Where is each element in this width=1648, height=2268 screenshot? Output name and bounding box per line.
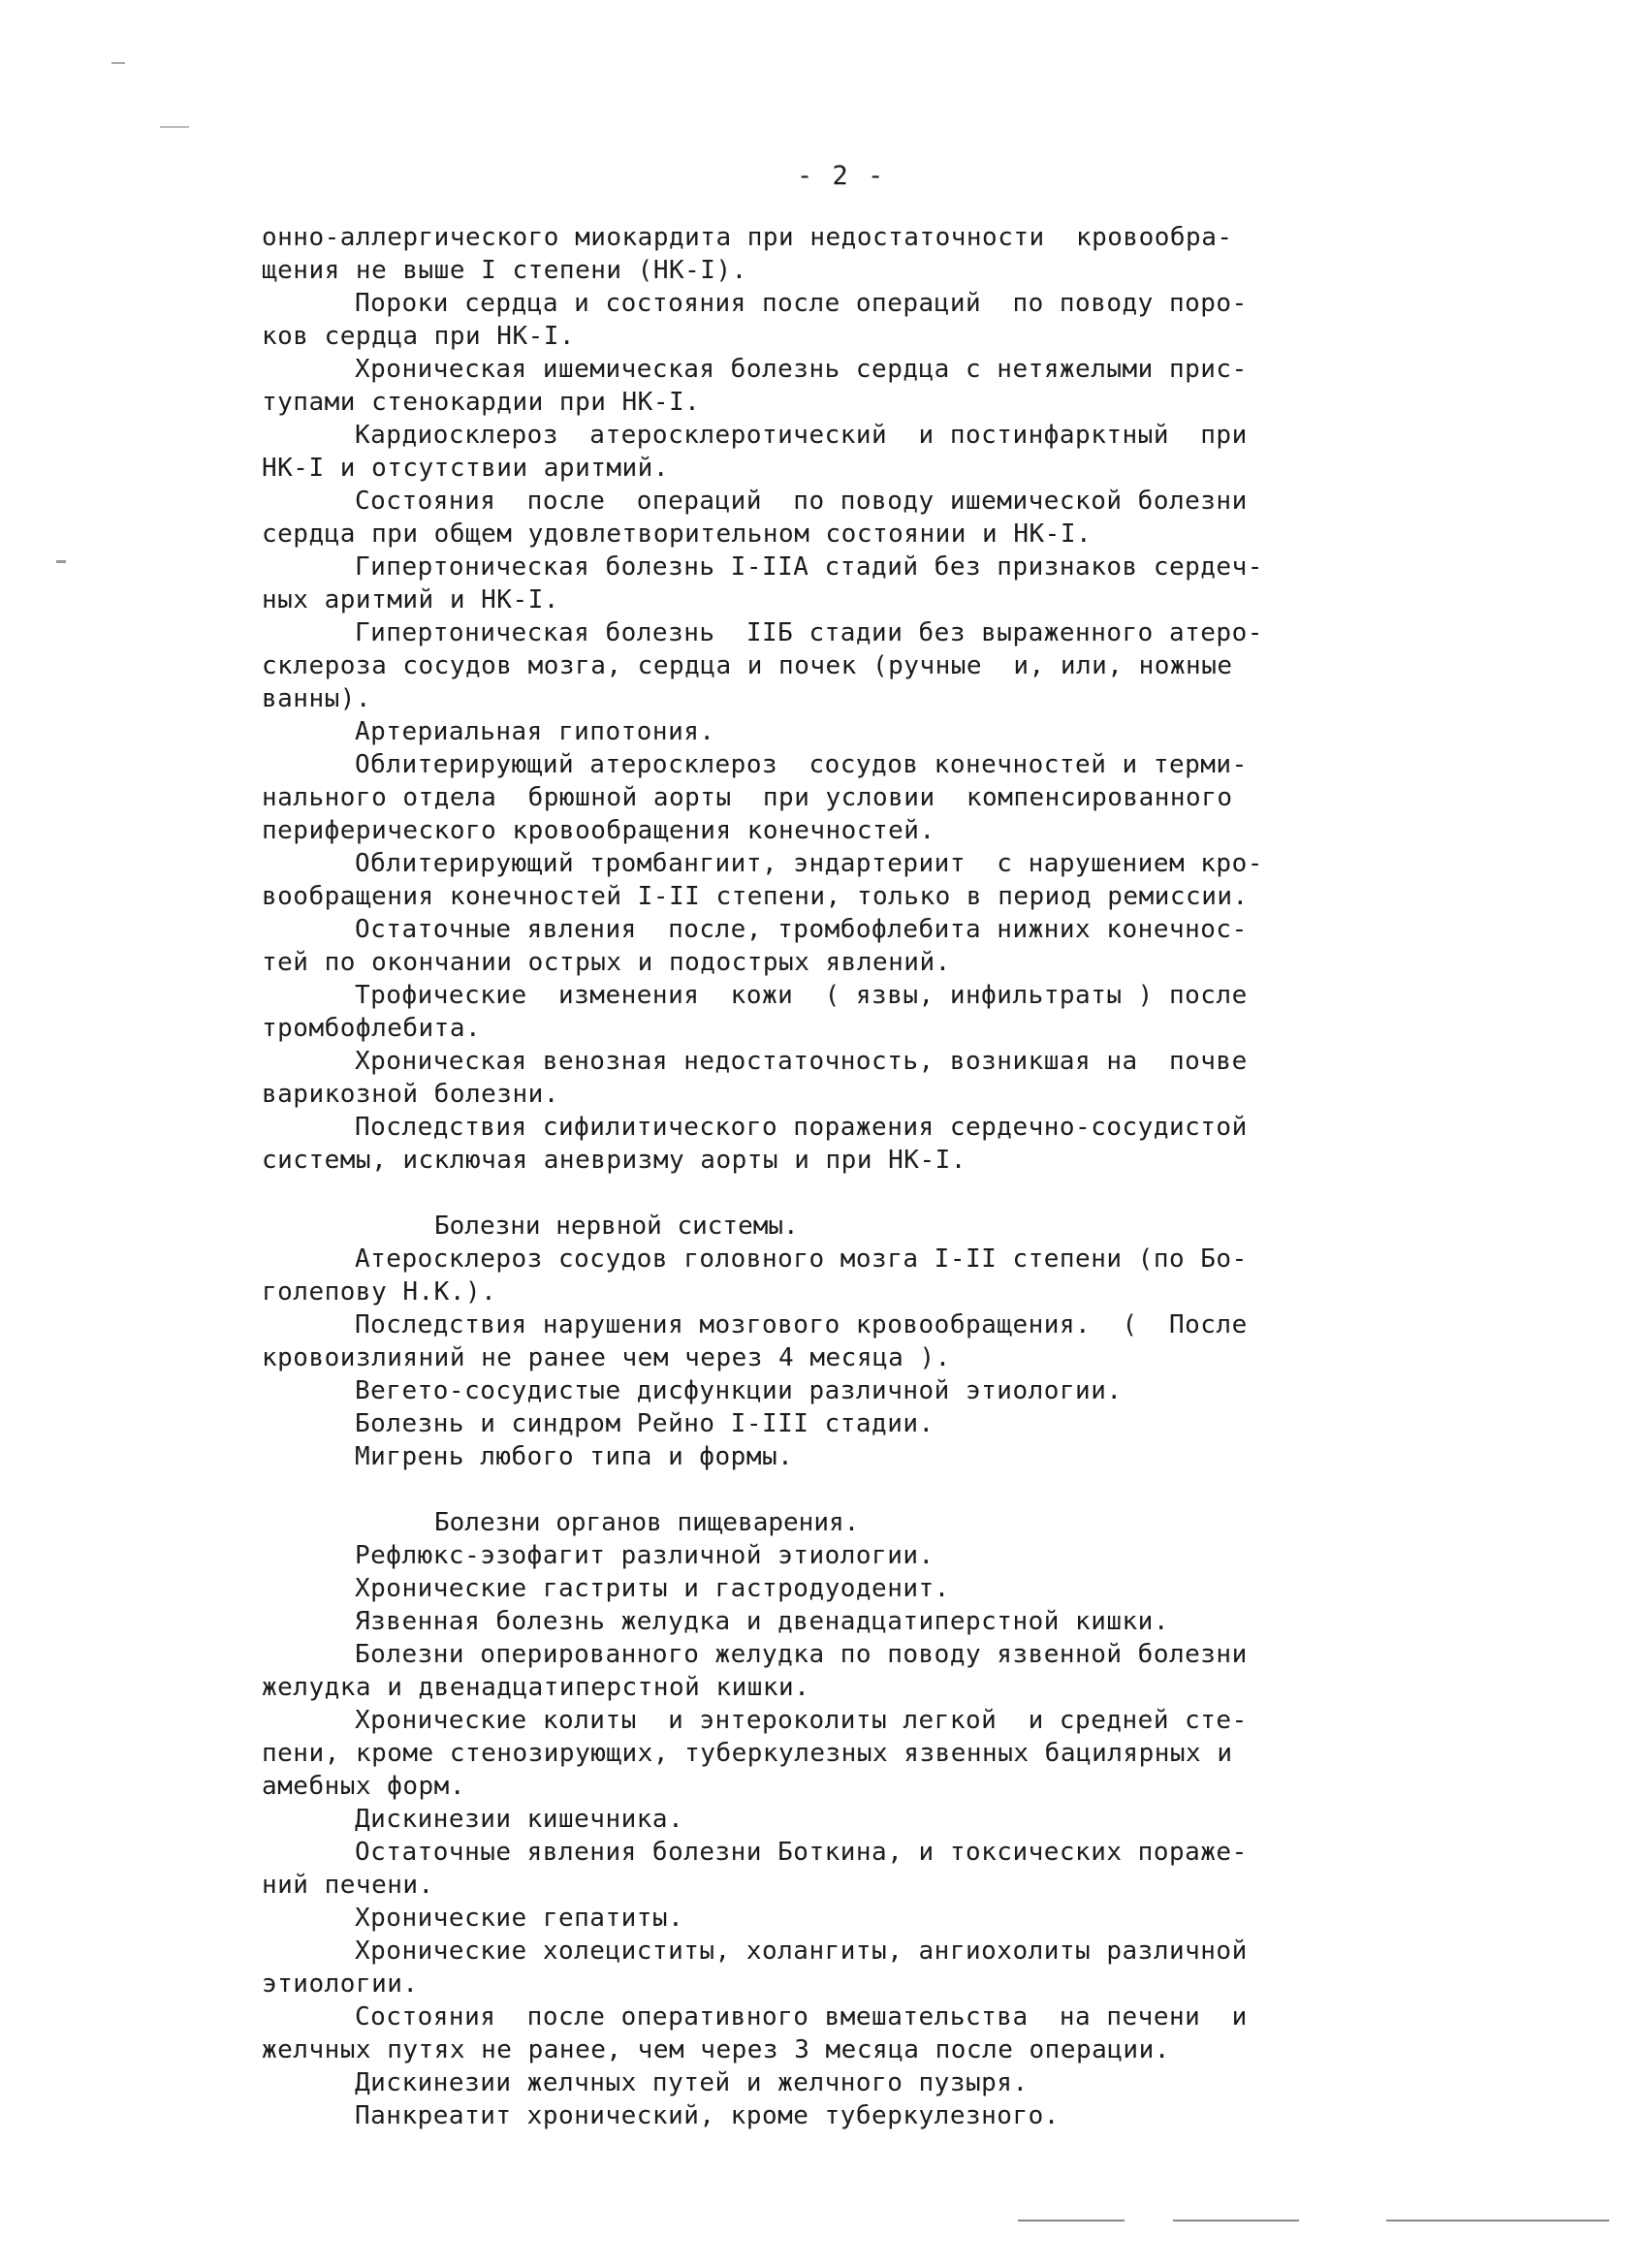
text-line: Хроническая ишемическая болезнь сердца с нетяжелыми прис-: [355, 355, 1248, 384]
text-line: Болезнь и синдром Рейно I-III стадии.: [355, 1409, 935, 1438]
text-line: желчных путях не ранее, чем через 3 месяца после операции.: [262, 2035, 1170, 2064]
text-line: Состояния после операций по поводу ишемической болезни: [355, 487, 1248, 516]
text-line: Дискинезии кишечника.: [355, 1805, 684, 1834]
document-body: [262, 221, 1483, 2165]
text-line: периферического кровообращения конечностей.: [262, 816, 935, 845]
text-line: Хронические холециститы, холангиты, ангиохолиты различной: [355, 1937, 1248, 1966]
text-line: щения не выше I степени (НК-I).: [262, 256, 747, 285]
text-line: пени, кроме стенозирующих, туберкулезных язвенных бацилярных и: [262, 1739, 1233, 1768]
text-line: варикозной болезни.: [262, 1080, 559, 1109]
text-line: нального отдела брюшной аорты при условии компенсированного: [262, 783, 1233, 812]
text-line: Последствия нарушения мозгового кровообращения. ( После: [355, 1310, 1248, 1339]
text-line: ний печени.: [262, 1871, 434, 1900]
scan-mark: [160, 126, 189, 128]
text-line: этиологии.: [262, 1969, 419, 1999]
scan-mark: [111, 62, 125, 64]
text-line: склероза сосудов мозга, сердца и почек (ручные и, или, ножные: [262, 651, 1233, 680]
scan-mark: [56, 560, 66, 563]
text-line: Болезни оперированного желудка по поводу язвенной болезни: [355, 1640, 1248, 1669]
text-line: Гипертоническая болезнь I-IIA стадий без признаков сердеч-: [355, 552, 1263, 582]
text-line: желудка и двенадцатиперстной кишки.: [262, 1673, 810, 1702]
text-line: онно-аллергического миокардита при недостаточности кровообра-: [262, 223, 1233, 252]
text-line: Хронические гепатиты.: [355, 1904, 684, 1933]
text-line: Гипертоническая болезнь IIБ стадии без выраженного атеро-: [355, 618, 1263, 647]
text-line: вообращения конечностей I-II степени, только в период ремиссии.: [262, 882, 1249, 911]
text-line: Дискинезии желчных путей и желчного пузыря.: [355, 2068, 1029, 2097]
text-line: Рефлюкс-эзофагит различной этиологии.: [355, 1541, 935, 1570]
document-section: [262, 1506, 1483, 2132]
text-line: ных аритмий и НК-I.: [262, 585, 559, 614]
text-line: Артериальная гипотония.: [355, 717, 715, 746]
text-line: Остаточные явления болезни Боткина, и токсических пораже-: [355, 1838, 1248, 1867]
text-line: Панкреатит хронический, кроме туберкулезного.: [355, 2101, 1060, 2130]
text-line: тей по окончании острых и подострых явлений.: [262, 948, 951, 977]
text-line: Кардиосклероз атеросклеротический и постинфарктный при: [355, 421, 1248, 450]
text-line: тромбофлебита.: [262, 1014, 482, 1043]
page-number: - 2 -: [797, 161, 886, 191]
scan-mark: [1018, 2220, 1125, 2221]
text-line: Мигрень любого типа и формы.: [355, 1442, 794, 1471]
text-line: Атеросклероз сосудов головного мозга I-II степени (по Бо-: [355, 1244, 1248, 1274]
text-line: Хронические гастриты и гастродуоденит.: [355, 1574, 950, 1603]
text-line: Хроническая венозная недостаточность, возникшая на почве: [355, 1047, 1248, 1076]
text-line: Последствия сифилитического поражения сердечно-сосудистой: [355, 1113, 1248, 1142]
text-line: сердца при общем удовлетворительном состоянии и НК-I.: [262, 520, 1093, 549]
text-line: системы, исключая аневризму аорты и при НК-I.: [262, 1146, 967, 1175]
text-line: кровоизлияний не ранее чем через 4 месяца ).: [262, 1343, 951, 1372]
document-section: [262, 221, 1483, 1177]
text-line: Трофические изменения кожи ( язвы, инфильтраты ) после: [355, 981, 1248, 1010]
scan-mark: [1386, 2220, 1609, 2221]
text-line: НК-I и отсутствии аритмий.: [262, 454, 669, 483]
text-line: Облитерирующий тромбангиит, эндартериит с нарушением кро-: [355, 849, 1263, 878]
text-line: Остаточные явления после, тромбофлебита нижних конечнос-: [355, 915, 1248, 944]
text-line: Состояния после оперативного вмешательства на печени и: [355, 2002, 1248, 2032]
text-line: Язвенная болезнь желудка и двенадцатиперстной кишки.: [355, 1607, 1169, 1636]
document-section: [262, 1210, 1483, 1473]
text-line: Пороки сердца и состояния после операций по поводу поро-: [355, 289, 1248, 318]
text-line: амебных форм.: [262, 1772, 465, 1801]
text-line: Хронические колиты и энтероколиты легкой и средней сте-: [355, 1706, 1248, 1735]
text-line: тупами стенокардии при НК-I.: [262, 388, 701, 417]
scan-mark: [1173, 2220, 1299, 2221]
text-line: голепову Н.К.).: [262, 1277, 497, 1307]
text-line: Облитерирующий атеросклероз сосудов конечностей и терми-: [355, 750, 1248, 779]
text-line: Вегето-сосудистые дисфункции различной этиологии.: [355, 1376, 1123, 1405]
section-heading: Болезни органов пищеварения.: [434, 1508, 860, 1537]
text-line: ков сердца при НК-I.: [262, 322, 576, 351]
section-heading: Болезни нервной системы.: [434, 1212, 799, 1241]
text-line: ванны).: [262, 684, 372, 713]
